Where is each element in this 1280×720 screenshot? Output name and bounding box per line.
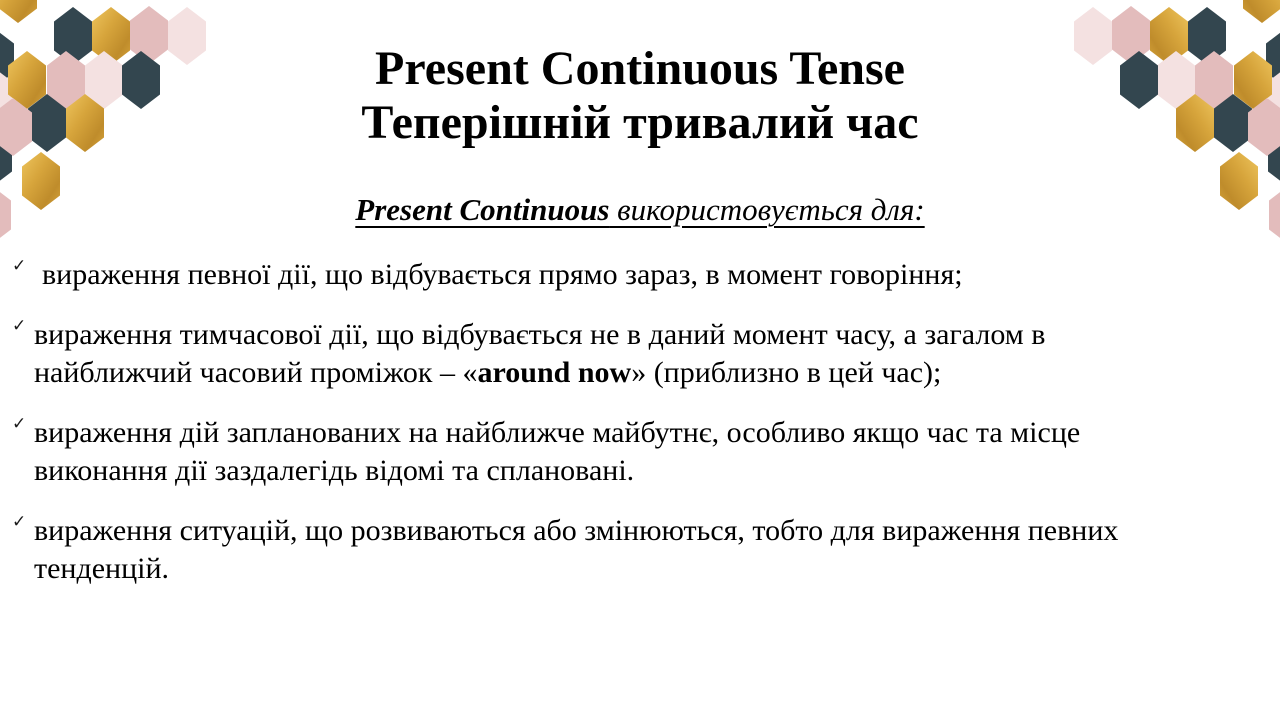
- hexagon-shape: [168, 7, 206, 65]
- checkmark-bullet-icon: ✓: [12, 316, 27, 336]
- bullet-text: [34, 256, 1204, 294]
- title-line-2: Теперішній тривалий час: [361, 96, 919, 149]
- hexagon-cluster: [0, 0, 206, 244]
- hexagon-shape: [1074, 7, 1112, 65]
- hexagon-cluster: [1074, 0, 1280, 244]
- bullet-item: [12, 316, 1204, 392]
- hexagon-shape: [0, 186, 11, 244]
- bullet-item: [12, 414, 1204, 490]
- subtitle-rest-part: використовується для:: [609, 192, 925, 227]
- bullet-item: [12, 256, 1204, 294]
- bullet-text: [34, 414, 1204, 490]
- subtitle-bold-part: Present Continuous: [355, 192, 610, 227]
- hexagon-shape: [22, 152, 60, 210]
- bullet-text-pre: вираження певної дії, що відбувається прямо зараз, в момент говоріння;: [42, 258, 963, 291]
- bullet-text-post: » (приблизно в цей час);: [631, 356, 942, 389]
- hexagon-shape: [1243, 0, 1280, 23]
- bullet-item: [12, 512, 1204, 588]
- title-line-1: Present Continuous Tense: [375, 42, 905, 95]
- hexagon-shape: [1220, 152, 1258, 210]
- bullet-text-pre: вираження тимчасової дії, що відбувається не в даний момент часу, а загалом в найближчий часовий проміжок – «: [34, 318, 1046, 389]
- checkmark-bullet-icon: ✓: [12, 512, 27, 532]
- bullet-text-pre: вираження дій запланованих на найближче майбутнє, особливо якщо час та місце виконання дії заздалегідь відомі та сплановані.: [34, 416, 1081, 487]
- hexagon-decoration-top-right: [1050, 0, 1280, 260]
- hexagon-decoration-top-left: [0, 0, 230, 260]
- bullet-text-pre: вираження ситуацій, що розвиваються або змінюються, тобто для вираження певних тенденцій.: [34, 514, 1119, 585]
- checkmark-bullet-icon: ✓: [12, 256, 27, 276]
- bullet-text-bold: around now: [477, 356, 632, 389]
- hexagon-shape: [0, 0, 37, 23]
- checkmark-bullet-icon: ✓: [12, 414, 27, 434]
- bullet-text: [34, 512, 1204, 588]
- bullet-text: [34, 316, 1204, 392]
- hexagon-shape: [1269, 186, 1280, 244]
- bullet-list: [12, 256, 1204, 588]
